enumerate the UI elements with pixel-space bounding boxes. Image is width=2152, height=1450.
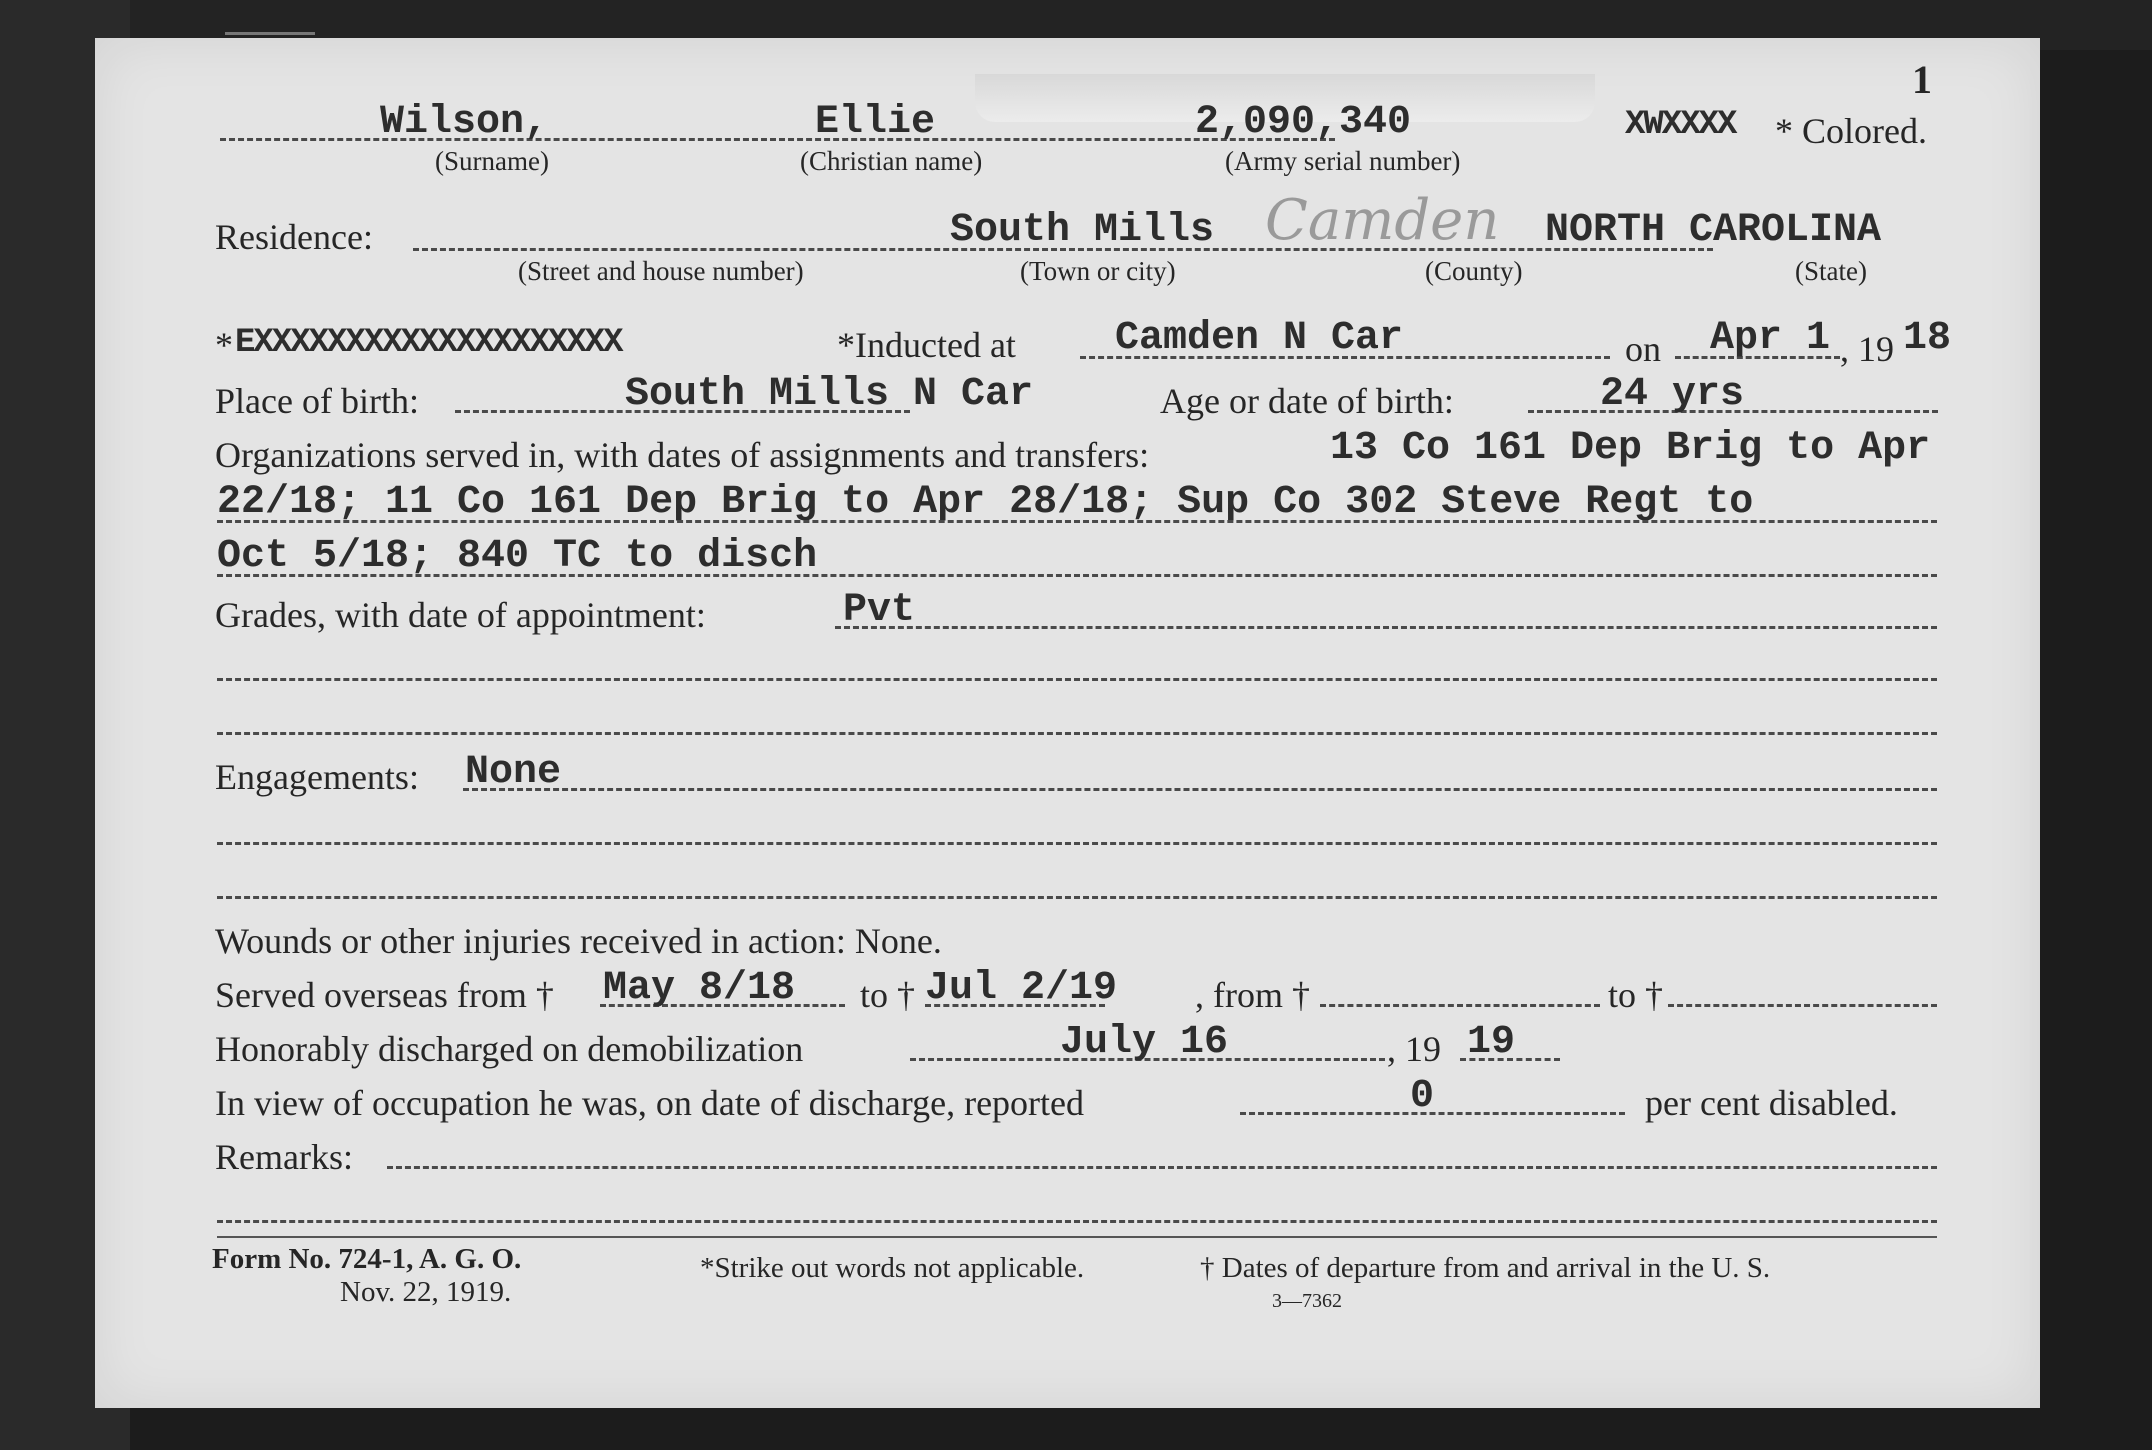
dates-note: † Dates of departure from and arrival in the U. S. xyxy=(1200,1252,1771,1284)
grades-blank-line-1 xyxy=(217,678,1937,681)
grades-label: Grades, with date of appointment: xyxy=(215,595,706,635)
engagements-blank-line-2 xyxy=(217,896,1937,899)
surname-value: Wilson, xyxy=(380,100,549,145)
print-code: 3—7362 xyxy=(1272,1290,1342,1312)
induction-year-suffix: 18 xyxy=(1903,316,1952,361)
disability-suffix: per cent disabled. xyxy=(1645,1083,1898,1123)
race-label: * Colored. xyxy=(1775,111,1927,151)
birth-place-value: South Mills N Car xyxy=(625,372,1034,417)
form-date: Nov. 22, 1919. xyxy=(340,1276,512,1308)
induction-on-label: on xyxy=(1625,329,1661,369)
remarks-blank-line xyxy=(217,1220,1937,1223)
inducted-at-label: *Inducted at xyxy=(837,325,1016,365)
grades-value: Pvt xyxy=(843,588,916,633)
overseas-label: Served overseas from † xyxy=(215,975,554,1015)
discharge-label: Honorably discharged on demobilization xyxy=(215,1029,804,1069)
serial-number-value: 2,090,340 xyxy=(1195,100,1412,145)
remarks-line xyxy=(387,1166,1937,1169)
age-label: Age or date of birth: xyxy=(1160,381,1454,421)
organizations-line1: 13 Co 161 Dep Brig to Apr xyxy=(1330,426,1931,471)
overseas-to2-line xyxy=(1668,1004,1937,1007)
discharge-year-suffix: 19 xyxy=(1467,1020,1516,1065)
age-value: 24 yrs xyxy=(1600,372,1745,417)
form-number: Form No. 724-1, A. G. O. xyxy=(212,1243,522,1275)
grades-blank-line-2 xyxy=(217,732,1937,735)
disability-value: 0 xyxy=(1410,1074,1435,1119)
overseas-from2-label: , from † xyxy=(1195,975,1310,1015)
residence-county-handwritten: Camden xyxy=(1265,188,1500,253)
organizations-line3: Oct 5/18; 840 TC to disch xyxy=(217,534,818,579)
street-caption: (Street and house number) xyxy=(518,256,804,286)
residence-town: South Mills xyxy=(950,208,1215,253)
race-struck-text: XWXXXX xyxy=(1625,106,1736,144)
grades-line xyxy=(835,626,1937,629)
organizations-label: Organizations served in, with dates of assignments and transfers: xyxy=(215,435,1150,475)
surname-caption: (Surname) xyxy=(435,146,549,176)
service-record-card xyxy=(95,38,2040,1408)
christian-name-value: Ellie xyxy=(815,100,936,145)
inducted-at-value: Camden N Car xyxy=(1115,316,1404,361)
engagements-label: Engagements: xyxy=(215,757,419,797)
discharge-year-prefix: , 19 xyxy=(1387,1029,1441,1069)
discharge-date-value: July 16 xyxy=(1060,1020,1229,1065)
card-number: 1 xyxy=(1912,57,1932,102)
overseas-to-label: to † xyxy=(860,975,916,1015)
induction-struck-text: EXXXXXXXXXXXXXXXXXXXX xyxy=(235,324,622,362)
overseas-from2-line xyxy=(1320,1004,1600,1007)
organizations-line2-rule xyxy=(217,520,1937,523)
residence-label: Residence: xyxy=(215,217,373,257)
remarks-label: Remarks: xyxy=(215,1137,353,1177)
engagements-blank-line-1 xyxy=(217,842,1937,845)
overseas-to-date: Jul 2/19 xyxy=(925,966,1118,1011)
organizations-line2: 22/18; 11 Co 161 Dep Brig to Apr 28/18; Sup Co 302 Steve Regt to xyxy=(217,480,1754,525)
organizations-line3-rule xyxy=(217,574,1937,577)
residence-state: NORTH CAROLINA xyxy=(1545,208,1882,253)
top-mark xyxy=(225,32,315,35)
christian-name-caption: (Christian name) xyxy=(800,146,983,176)
engagements-line xyxy=(463,788,1937,791)
wounds-label: Wounds or other injuries received in action: None. xyxy=(215,921,942,961)
induction-date-value: Apr 1 xyxy=(1710,316,1831,361)
county-caption: (County) xyxy=(1425,256,1523,286)
town-caption: (Town or city) xyxy=(1020,256,1176,286)
strike-note: *Strike out words not applicable. xyxy=(700,1252,1085,1284)
engagements-value: None xyxy=(465,750,562,795)
overseas-from-date: May 8/18 xyxy=(603,966,796,1011)
state-caption: (State) xyxy=(1795,256,1867,286)
disability-label: In view of occupation he was, on date of discharge, reported xyxy=(215,1083,1085,1123)
overseas-to2-label: to † xyxy=(1608,975,1664,1015)
induction-star: * xyxy=(215,325,233,365)
induction-year-prefix: , 19 xyxy=(1840,329,1894,369)
footer-rule xyxy=(217,1236,1937,1238)
serial-number-caption: (Army serial number) xyxy=(1225,146,1461,176)
birth-place-label: Place of birth: xyxy=(215,381,419,421)
